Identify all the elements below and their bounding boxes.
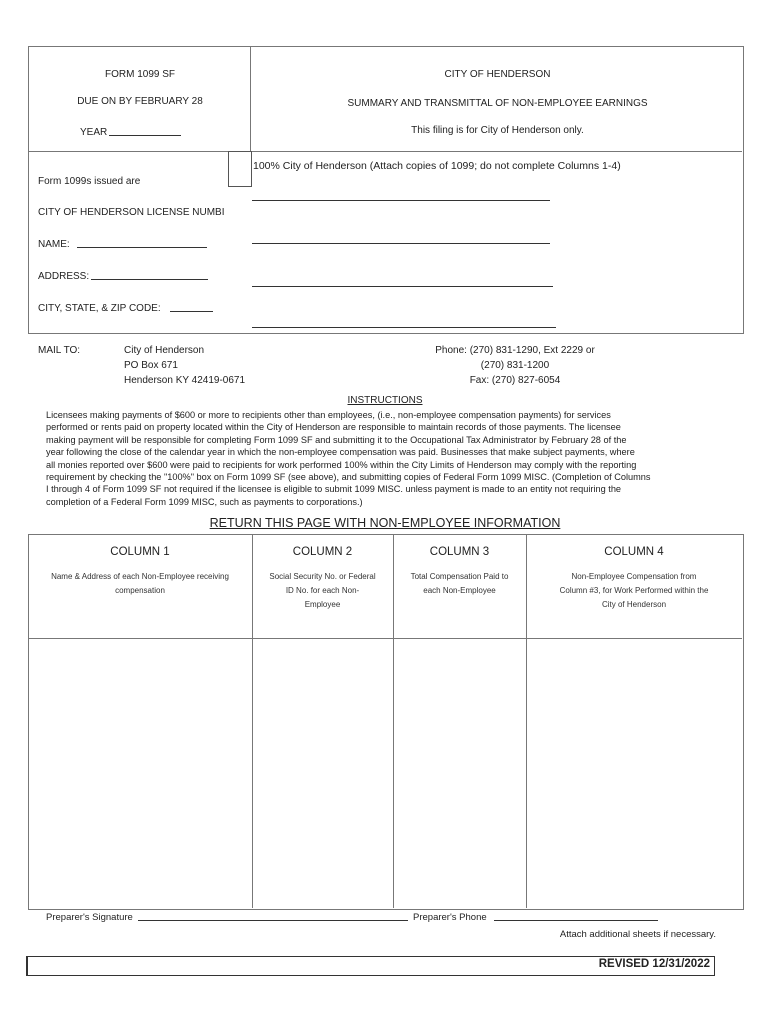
return-title: RETURN THIS PAGE WITH NON-EMPLOYEE INFORMATION	[209, 516, 561, 530]
instructions-line: requirement by checking the "100%" box on Form 1099 SF (see above), and submitting copies of Federal Form 1099 MISC. (Completion of Columns	[46, 472, 651, 483]
instructions-body	[46, 409, 736, 508]
column-4-desc-line: City of Henderson	[601, 600, 667, 609]
license-label: CITY OF HENDERSON LICENSE NUMBI	[38, 207, 225, 218]
hundred-percent-checkbox[interactable]	[228, 151, 252, 187]
mail-line-2: PO Box 671	[124, 360, 178, 371]
summary-title: SUMMARY AND TRANSMITTAL OF NON-EMPLOYEE EARNINGS	[347, 98, 648, 109]
address-field-short[interactable]	[91, 279, 208, 280]
preparer-phone-field[interactable]	[494, 920, 658, 921]
signature-label: Preparer's Signature	[46, 912, 133, 923]
instructions-line: year following the close of the calendar year in which the non-employee compensation was paid. Businesses that make subject payments, where	[46, 447, 635, 458]
csz-field-short[interactable]	[170, 311, 213, 312]
issued-label: Form 1099s issued are	[38, 176, 141, 187]
column-3-header: COLUMN 3	[429, 546, 490, 558]
phone-line-2: (270) 831-1200	[480, 360, 550, 371]
column-2-desc-line: ID No. for each Non-	[285, 586, 360, 595]
column-3-desc	[395, 570, 524, 598]
column-2-desc-line: Social Security No. or Federal	[269, 572, 376, 581]
header-divider	[250, 46, 251, 151]
column-1-entry-area[interactable]	[29, 639, 252, 907]
filing-note: This filing is for City of Henderson only.	[411, 125, 584, 136]
mail-line-3: Henderson KY 42419-0671	[124, 375, 246, 386]
csz-field[interactable]	[252, 327, 556, 328]
column-2-entry-area[interactable]	[253, 639, 393, 907]
city-title: CITY OF HENDERSON	[444, 69, 551, 80]
column-4-desc	[528, 570, 740, 612]
instructions-line: making payment will be responsible for completing Form 1099 SF and submitting it to the Occupational Tax Administrator by February 28 of the	[46, 434, 627, 445]
column-2-header: COLUMN 2	[292, 546, 353, 558]
form-title: FORM 1099 SF	[104, 69, 176, 80]
column-4-header: COLUMN 4	[604, 546, 664, 558]
column-3-entry-area[interactable]	[394, 639, 526, 907]
column-2-desc-line: Employee	[304, 600, 341, 609]
name-field-short[interactable]	[77, 247, 207, 248]
signature-field[interactable]	[138, 920, 408, 921]
year-field[interactable]	[109, 135, 181, 136]
instructions-title: INSTRUCTIONS	[347, 395, 423, 406]
attach-note: Attach additional sheets if necessary.	[559, 929, 716, 940]
year-label: YEAR	[80, 127, 108, 138]
preparer-phone-label: Preparer's Phone	[413, 912, 487, 923]
column-3-desc-line: each Non-Employee	[423, 586, 496, 595]
column-2-desc	[254, 570, 391, 612]
column-1-header: COLUMN 1	[110, 546, 170, 558]
license-field[interactable]	[252, 200, 550, 201]
column-4-entry-area[interactable]	[527, 639, 741, 907]
column-4-desc-line: Non-Employee Compensation from	[571, 572, 697, 581]
checkbox-label: 100% City of Henderson (Attach copies of 1099; do not complete Columns 1-4)	[253, 160, 621, 172]
column-1-desc-line: Name & Address of each Non-Employee receiving	[51, 572, 229, 581]
mail-line-1: City of Henderson	[124, 345, 205, 356]
name-label: NAME:	[38, 239, 70, 250]
column-3-desc-line: Total Compensation Paid to	[410, 572, 509, 581]
instructions-line: all monies reported over $600 were paid to recipients for work performed 100% within the City Limits of Henderson may comply with the reporting	[46, 459, 637, 470]
column-4-desc-line: Column #3, for Work Performed within the	[559, 586, 709, 595]
revised-date: REVISED 12/31/2022	[598, 958, 710, 970]
address-field[interactable]	[252, 286, 553, 287]
name-field[interactable]	[252, 243, 550, 244]
fax-line: Fax: (270) 827-6054	[469, 375, 561, 386]
mail-to-label: MAIL TO:	[38, 345, 81, 356]
csz-label: CITY, STATE, & ZIP CODE:	[38, 303, 161, 314]
instructions-line: I through 4 of Form 1099 SF not required if the licensee is eligible to submit 1099 MISC. unless payment is made to an entity not requiring the	[46, 484, 622, 495]
phone-line-1: Phone: (270) 831-1290, Ext 2229 or	[435, 345, 595, 356]
column-1-desc	[30, 570, 250, 598]
instructions-line: performed or rents paid on property located within the City of Henderson are responsible to maintain records of those payments. The licensee	[46, 422, 621, 433]
header-box	[28, 46, 744, 334]
column-1-desc-line: compensation	[115, 586, 165, 595]
instructions-line: completion of a Federal Form 1099 MISC, such as payments to corporations.)	[46, 496, 363, 507]
due-date: DUE ON BY FEBRUARY 28	[77, 96, 203, 107]
instructions-line: Licensees making payments of $600 or more to recipients other than employees, (i.e., non-employee compensation payments) for services	[46, 410, 611, 420]
header-bottom-rule	[28, 151, 742, 152]
address-label: ADDRESS:	[38, 271, 90, 282]
